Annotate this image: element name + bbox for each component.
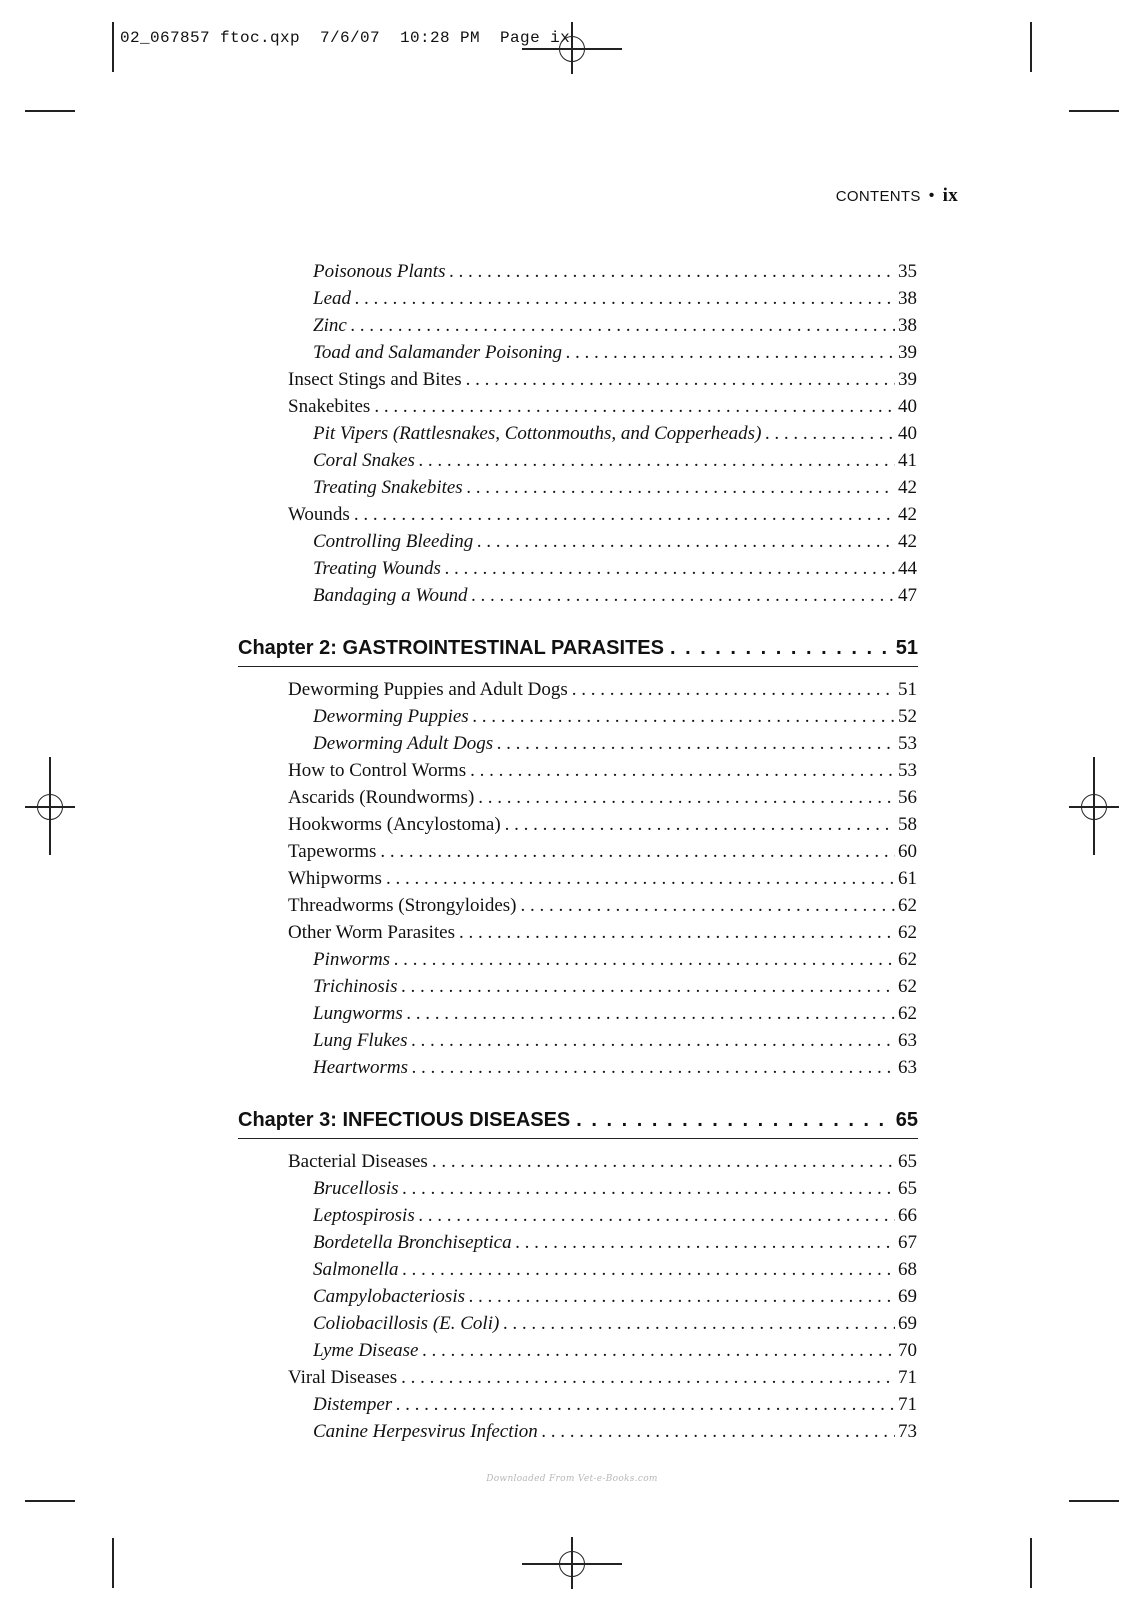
toc-entry[interactable]: Heartworms . . . 63 [313, 1054, 917, 1081]
toc-entry[interactable]: Insect Stings and Bites . . . 39 [288, 366, 917, 393]
toc-entry[interactable]: Tapeworms . . . 60 [288, 838, 917, 865]
running-head-bullet: • [928, 187, 935, 204]
toc-entry[interactable]: Bordetella Bronchiseptica . . . 67 [313, 1229, 917, 1256]
toc-entry[interactable]: Other Worm Parasites . . . 62 [288, 919, 917, 946]
toc-entry[interactable]: Bacterial Diseases . . . 65 [288, 1148, 917, 1175]
chapter-heading[interactable]: Chapter 3: INFECTIOUS DISEASES . . . 65 [238, 1105, 918, 1135]
toc-entry[interactable]: Treating Snakebites . . . 42 [313, 474, 917, 501]
toc-entry[interactable]: Lungworms . . . 62 [313, 1000, 917, 1027]
toc-entry[interactable]: Deworming Adult Dogs . . . 53 [313, 730, 917, 757]
toc-entry[interactable]: Pinworms . . . 62 [313, 946, 917, 973]
chapter-heading[interactable]: Chapter 2: GASTROINTESTINAL PARASITES . . . 51 [238, 633, 918, 663]
toc-entry[interactable]: Zinc . . . 38 [313, 312, 917, 339]
toc-entry[interactable]: Deworming Puppies . . . 52 [313, 703, 917, 730]
toc-entry[interactable]: Toad and Salamander Poisoning . . . 39 [313, 339, 917, 366]
toc-entry[interactable]: Wounds . . . 42 [288, 501, 917, 528]
toc-entry[interactable]: Lead . . . 38 [313, 285, 917, 312]
toc-entry[interactable]: Lyme Disease . . . 70 [313, 1337, 917, 1364]
toc-entry[interactable]: Viral Diseases . . . 71 [288, 1364, 917, 1391]
toc-entry[interactable]: Brucellosis . . . 65 [313, 1175, 917, 1202]
toc-entry[interactable]: Deworming Puppies and Adult Dogs . . . 51 [288, 676, 917, 703]
toc-entry[interactable]: Bandaging a Wound . . . 47 [313, 582, 917, 609]
running-head-page-number: ix [942, 185, 958, 206]
toc-entry[interactable]: Campylobacteriosis . . . 69 [313, 1283, 917, 1310]
watermark: Downloaded From Vet-e-Books.com [486, 1474, 658, 1484]
running-head-label: CONTENTS [835, 187, 921, 205]
toc-entry[interactable]: Trichinosis . . . 62 [313, 973, 917, 1000]
toc-entry[interactable]: Lung Flukes . . . 63 [313, 1027, 917, 1054]
toc-entry[interactable]: Poisonous Plants . . . 35 [313, 258, 917, 285]
toc-entry[interactable]: Coral Snakes . . . 41 [313, 447, 917, 474]
toc-entry[interactable]: Whipworms . . . 61 [288, 865, 917, 892]
toc-entry[interactable]: Canine Herpesvirus Infection . . . 73 [313, 1418, 917, 1445]
toc-entry[interactable]: Ascarids (Roundworms) . . . 56 [288, 784, 917, 811]
toc-entry[interactable]: Controlling Bleeding . . . 42 [313, 528, 917, 555]
toc-entry[interactable]: Pit Vipers (Rattlesnakes, Cottonmouths, and Copperheads) . . . 40 [313, 420, 917, 447]
slug-line: 02_067857 ftoc.qxp 7/6/07 10:28 PM Page ix [120, 29, 571, 47]
toc-entry[interactable]: Snakebites . . . 40 [288, 393, 917, 420]
toc-entry[interactable]: Leptospirosis . . . 66 [313, 1202, 917, 1229]
toc-entry[interactable]: Treating Wounds . . . 44 [313, 555, 917, 582]
toc-entry[interactable]: Hookworms (Ancylostoma) . . . 58 [288, 811, 917, 838]
running-head [836, 185, 958, 207]
toc-entry[interactable]: How to Control Worms . . . 53 [288, 757, 917, 784]
toc-entry[interactable]: Threadworms (Strongyloides) . . . 62 [288, 892, 917, 919]
toc-entry[interactable]: Distemper . . . 71 [313, 1391, 917, 1418]
toc-entry[interactable]: Coliobacillosis (E. Coli) . . . 69 [313, 1310, 917, 1337]
chapter-rule [238, 1138, 918, 1139]
chapter-rule [238, 666, 918, 667]
toc-entry[interactable]: Salmonella . . . 68 [313, 1256, 917, 1283]
